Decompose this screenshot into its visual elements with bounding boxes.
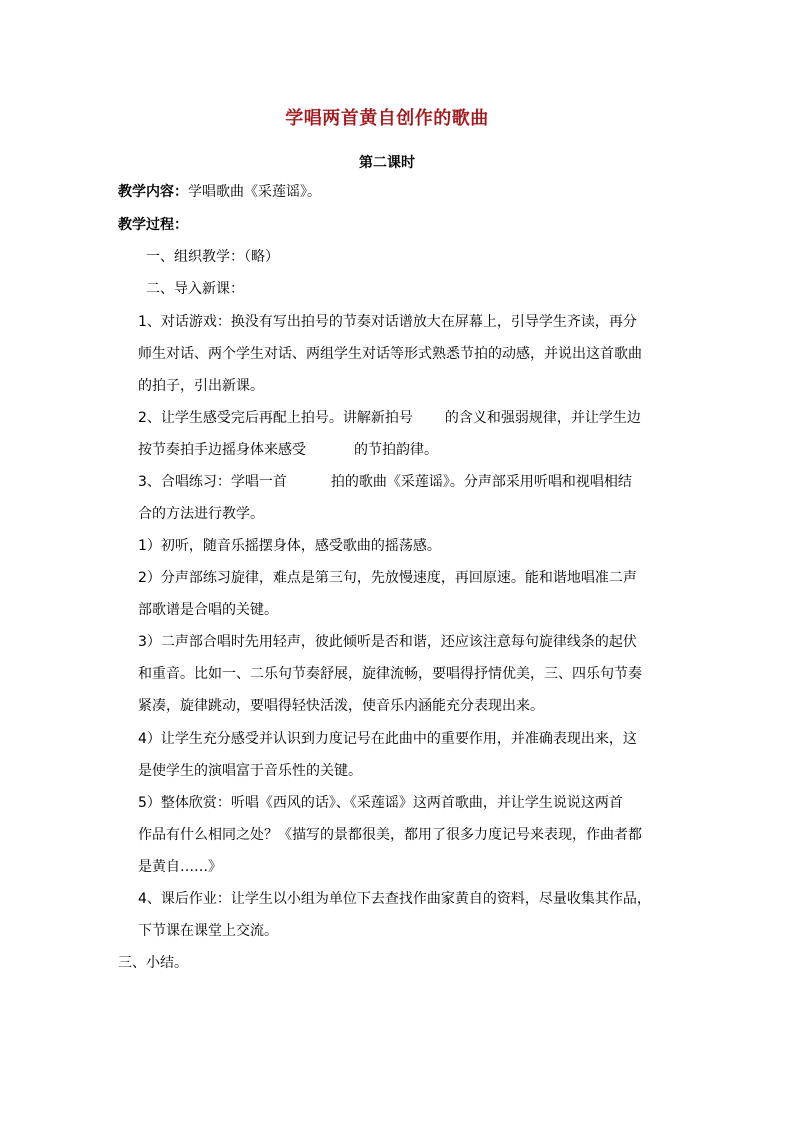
- paragraph-line: 是黄自……》: [138, 859, 222, 875]
- line-text: 的节拍韵律。: [354, 442, 438, 458]
- line-text: 3、合唱练习：学唱一首: [138, 474, 287, 490]
- paragraph-line: 下节课在课堂上交流。: [138, 923, 278, 939]
- paragraph-line: 部歌谱是合唱的关键。: [138, 602, 278, 618]
- paragraph-line: [138, 408, 641, 428]
- section-one-line: 一、组织教学：（略）: [146, 249, 279, 265]
- teaching-content-line: [118, 182, 321, 202]
- paragraph-line: 3）二声部合唱时先用轻声，彼此倾听是否和谐，还应该注意每句旋律线条的起伏: [138, 634, 637, 650]
- paragraph-line: 的拍子，引出新课。: [138, 378, 264, 394]
- paragraph-line: 和重音。比如一、二乐句节奏舒展，旋律流畅，要唱得抒情优美，三、四乐句节奏: [138, 666, 642, 682]
- paragraph-line: 5）整体欣赏：听唱《西风的话》、《采莲谣》这两首歌曲，并让学生说说这两首: [138, 795, 623, 811]
- lesson-subtitle: 第二课时: [359, 155, 415, 171]
- paragraph-line: 是使学生的演唱富于音乐性的关键。: [138, 763, 362, 779]
- line-text: 拍的歌曲《采莲谣》。分声部采用听唱和视唱相结: [330, 474, 632, 490]
- paragraph-line: 2）分声部练习旋律，难点是第三句，先放慢速度，再回原速。能和谐地唱准二声: [138, 570, 637, 586]
- paragraph-line: 4、课后作业：让学生以小组为单位下去查找作曲家黄自的资料，尽量收集其作品，: [138, 891, 651, 907]
- section-two-line: 二、导入新课：: [146, 281, 244, 297]
- teaching-content-text: 学唱歌曲《采莲谣》。: [188, 184, 321, 200]
- paragraph-line: 1、对话游戏：换没有写出拍号的节奏对话谱放大在屏幕上，引导学生齐读，再分: [138, 314, 637, 330]
- line-text: 按节奏拍手边摇身体来感受: [138, 442, 306, 458]
- teaching-process-label: 教学过程：: [118, 217, 188, 233]
- paragraph-line: 1）初听，随音乐摇摆身体，感受歌曲的摇荡感。: [138, 538, 441, 554]
- paragraph-line: [138, 472, 632, 492]
- paragraph-line: 紧凑，旋律跳动，要唱得轻快活泼，使音乐内涵能充分表现出来。: [138, 698, 544, 714]
- paragraph-line: 师生对话、两个学生对话、两组学生对话等形式熟悉节拍的动感，并说出这首歌曲: [138, 346, 642, 362]
- document-title: 学唱两首黄自创作的歌曲: [285, 108, 489, 129]
- teaching-content-label: 教学内容：: [118, 184, 188, 200]
- section-three-line: 三、小结。: [118, 955, 188, 971]
- paragraph-line: [138, 440, 438, 460]
- line-text: 的含义和强弱规律，并让学生边: [444, 410, 641, 426]
- paragraph-line: 合的方法进行教学。: [138, 506, 264, 522]
- paragraph-line: 作品有什么相同之处？《描写的景都很美，都用了很多力度记号来表现，作曲者都: [138, 827, 642, 843]
- line-text: 2、让学生感受完后再配上拍号。讲解新拍号: [138, 410, 413, 426]
- paragraph-line: 4）让学生充分感受并认识到力度记号在此曲中的重要作用，并准确表现出来，这: [138, 731, 637, 747]
